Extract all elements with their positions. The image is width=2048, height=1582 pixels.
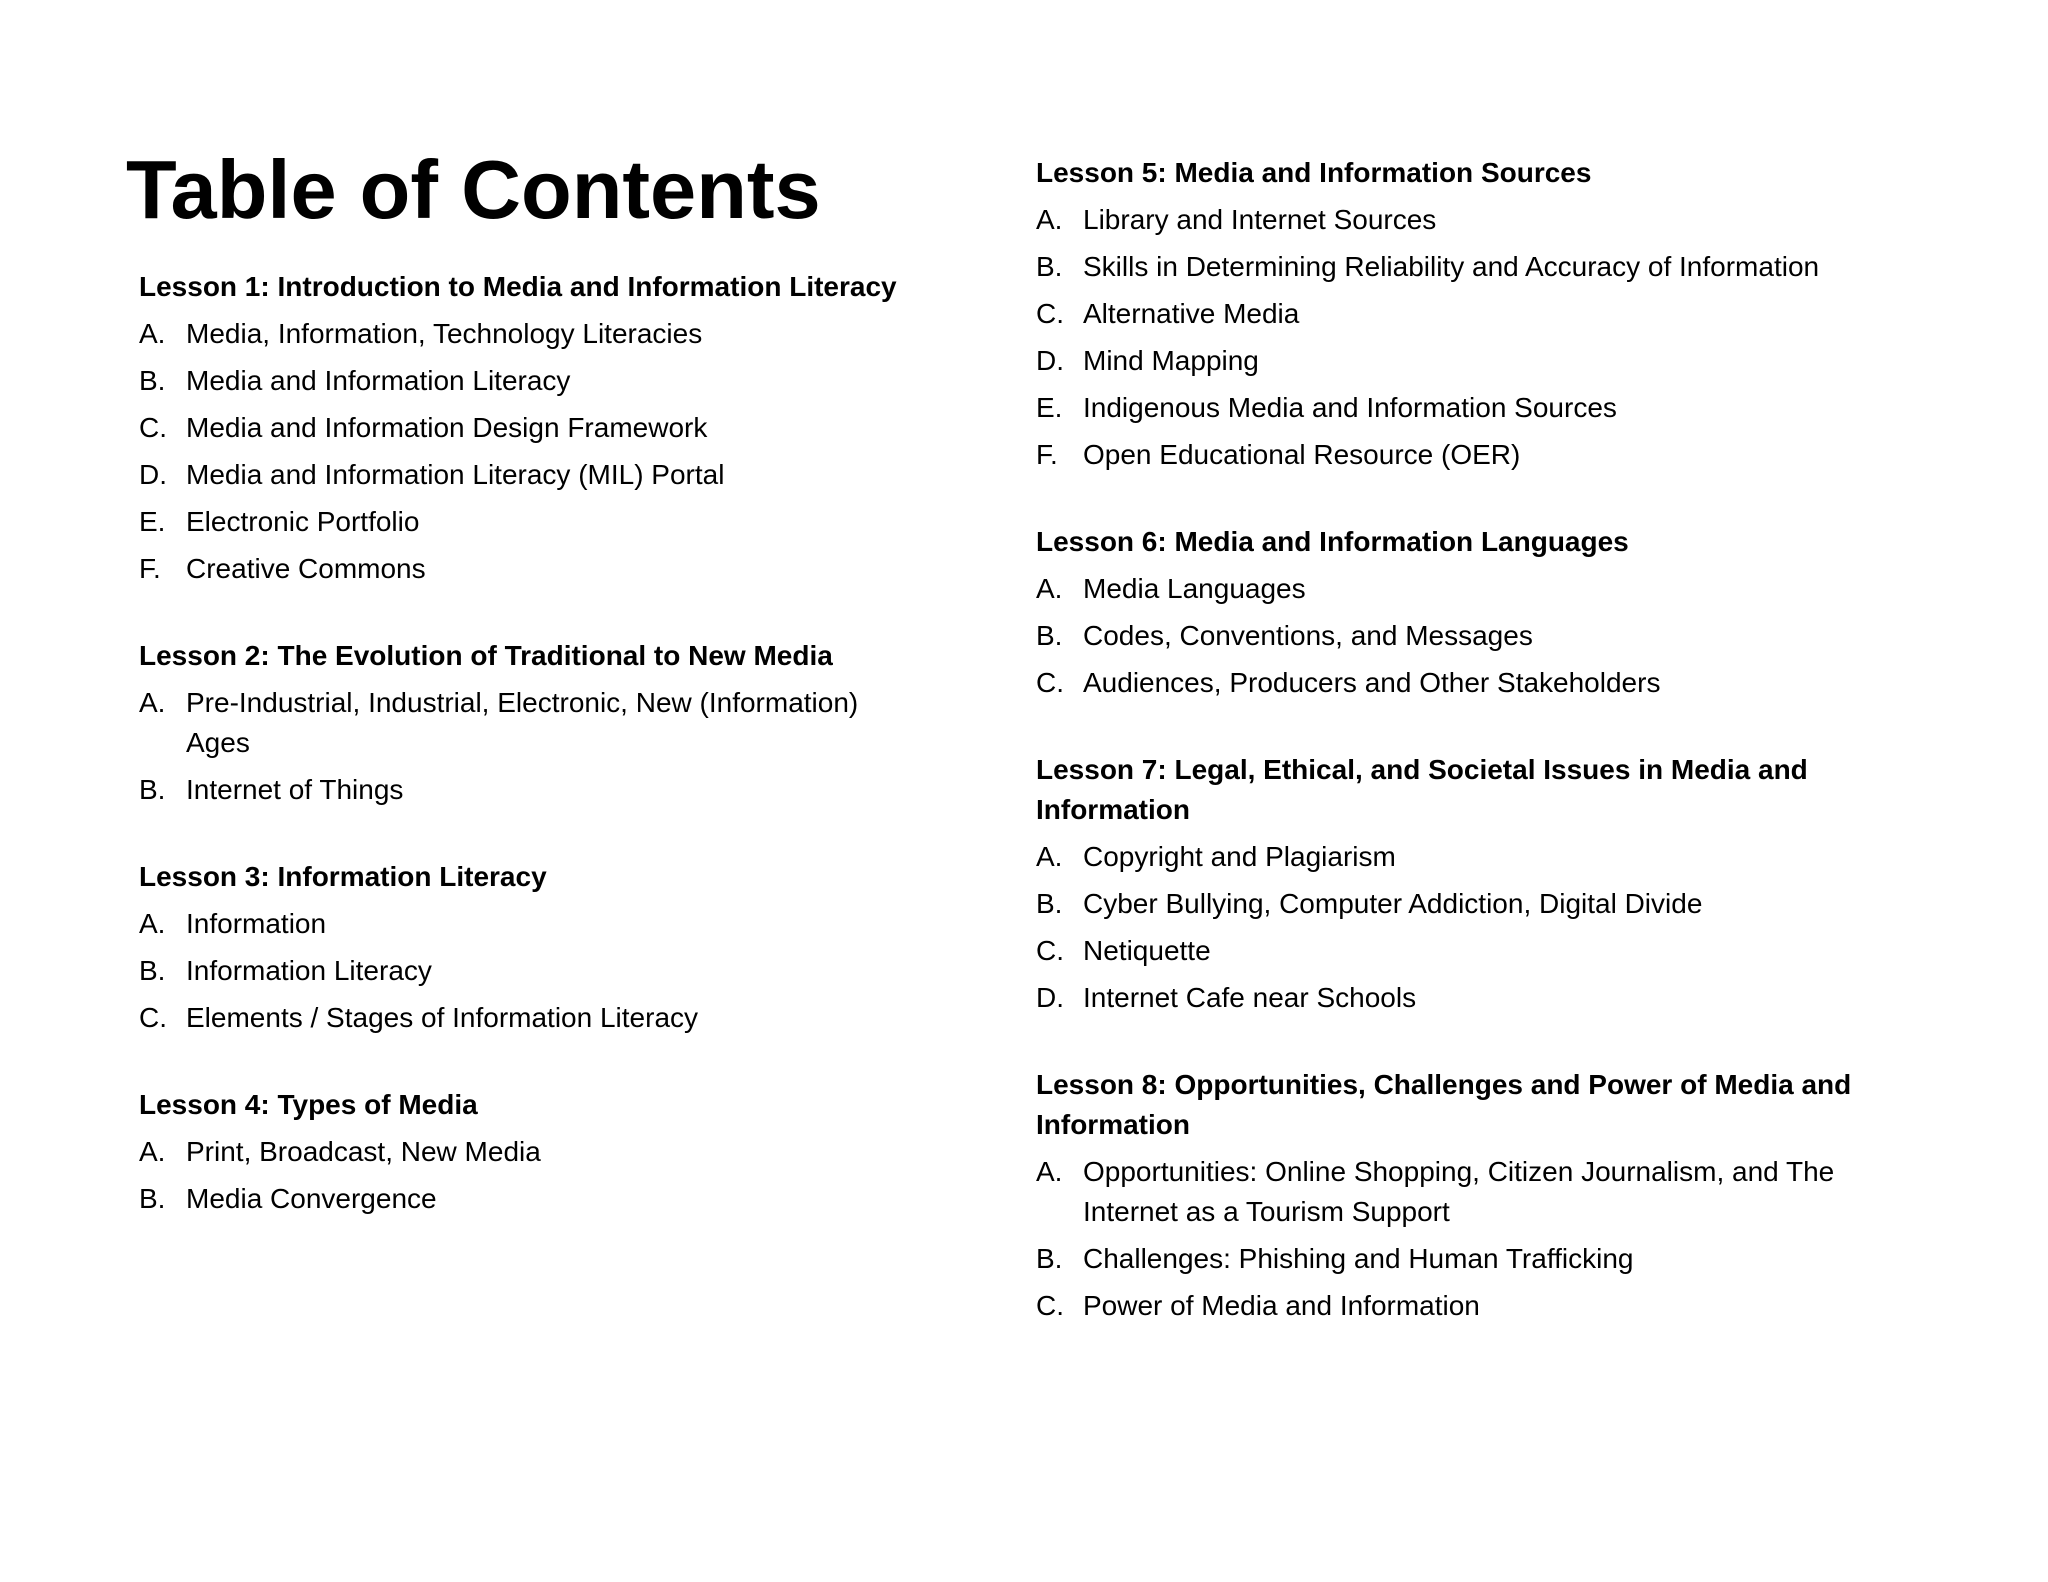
- item-text: Copyright and Plagiarism: [1083, 841, 1396, 872]
- lesson-item: [139, 904, 899, 944]
- lesson-item: [1036, 978, 1916, 1018]
- lesson-item: [1036, 247, 1916, 287]
- item-letter: A.: [1036, 841, 1063, 872]
- lesson-item: [139, 1179, 899, 1219]
- toc-left-column: [139, 267, 899, 1266]
- item-letter: C.: [1036, 667, 1064, 698]
- lesson-title: Lesson 8: Opportunities, Challenges and Power of Media and Information: [1036, 1069, 1852, 1140]
- lesson-2: [139, 636, 899, 810]
- item-text: Media Convergence: [186, 1183, 437, 1214]
- item-text: Media and Information Literacy: [186, 365, 571, 396]
- lesson-title: Lesson 6: Media and Information Languages: [1036, 526, 1629, 557]
- item-letter: C.: [1036, 935, 1064, 966]
- item-text: Elements / Stages of Information Literacy: [186, 1002, 699, 1033]
- item-letter: A.: [139, 687, 166, 718]
- item-text: Opportunities: Online Shopping, Citizen Journalism, and The Internet as a Tourism Support: [1083, 1156, 1835, 1227]
- item-text: Library and Internet Sources: [1083, 204, 1437, 235]
- item-text: Codes, Conventions, and Messages: [1083, 620, 1533, 651]
- item-text: Media Languages: [1083, 573, 1306, 604]
- lesson-6: [1036, 522, 1916, 703]
- lesson-item: [139, 770, 899, 810]
- lesson-3: [139, 857, 899, 1038]
- lesson-item: [139, 502, 899, 542]
- lesson-item: [1036, 200, 1916, 240]
- lesson-item: [1036, 663, 1916, 703]
- page-title: Table of Contents: [126, 143, 821, 236]
- lesson-item: [139, 549, 899, 589]
- item-text: Mind Mapping: [1083, 345, 1259, 376]
- item-letter: B.: [1036, 888, 1063, 919]
- lesson-item: [1036, 388, 1916, 428]
- item-text: Cyber Bullying, Computer Addiction, Digital Divide: [1083, 888, 1703, 919]
- lesson-8: [1036, 1065, 1916, 1326]
- lesson-item: [139, 1132, 899, 1172]
- lesson-item: [1036, 435, 1916, 475]
- item-letter: A.: [139, 318, 166, 349]
- item-letter: F.: [139, 553, 161, 584]
- item-letter: B.: [1036, 620, 1063, 651]
- item-letter: C.: [139, 412, 167, 443]
- item-letter: A.: [139, 908, 166, 939]
- lesson-title: Lesson 3: Information Literacy: [139, 861, 547, 892]
- item-text: Creative Commons: [186, 553, 426, 584]
- lesson-7: [1036, 750, 1916, 1018]
- lesson-items: [139, 683, 899, 810]
- item-letter: B.: [139, 955, 166, 986]
- lesson-item: [1036, 884, 1916, 924]
- lesson-5: [1036, 153, 1916, 475]
- item-letter: F.: [1036, 439, 1058, 470]
- lesson-item: [139, 455, 899, 495]
- toc-right-column: [1036, 153, 1916, 1373]
- item-letter: A.: [1036, 1156, 1063, 1187]
- item-text: Audiences, Producers and Other Stakeholders: [1083, 667, 1661, 698]
- lesson-1: [139, 267, 899, 589]
- item-text: Power of Media and Information: [1083, 1290, 1480, 1321]
- lesson-item: [1036, 569, 1916, 609]
- item-letter: B.: [1036, 251, 1063, 282]
- lesson-item: [139, 408, 899, 448]
- lesson-title: Lesson 4: Types of Media: [139, 1089, 478, 1120]
- item-text: Print, Broadcast, New Media: [186, 1136, 541, 1167]
- lesson-items: [1036, 1152, 1916, 1326]
- item-text: Netiquette: [1083, 935, 1211, 966]
- item-text: Media and Information Design Framework: [186, 412, 708, 443]
- lesson-item: [1036, 1286, 1916, 1326]
- item-text: Electronic Portfolio: [186, 506, 420, 537]
- item-letter: B.: [139, 1183, 166, 1214]
- lesson-item: [1036, 294, 1916, 334]
- item-text: Challenges: Phishing and Human Trafficking: [1083, 1243, 1634, 1274]
- lesson-items: [1036, 200, 1916, 475]
- lesson-items: [139, 314, 899, 589]
- item-letter: D.: [1036, 982, 1064, 1013]
- lesson-item: [139, 998, 899, 1038]
- lesson-item: [1036, 341, 1916, 381]
- item-letter: C.: [1036, 1290, 1064, 1321]
- item-letter: A.: [1036, 573, 1063, 604]
- item-text: Media and Information Literacy (MIL) Portal: [186, 459, 725, 490]
- item-letter: B.: [139, 365, 166, 396]
- item-text: Indigenous Media and Information Sources: [1083, 392, 1617, 423]
- lesson-item: [139, 683, 899, 763]
- lesson-title: Lesson 2: The Evolution of Traditional to New Media: [139, 640, 833, 671]
- item-letter: D.: [139, 459, 167, 490]
- item-text: Information Literacy: [186, 955, 432, 986]
- item-text: Pre-Industrial, Industrial, Electronic, New (Information) Ages: [186, 687, 859, 758]
- lesson-item: [139, 951, 899, 991]
- item-text: Alternative Media: [1083, 298, 1300, 329]
- lesson-items: [139, 904, 899, 1038]
- item-letter: C.: [139, 1002, 167, 1033]
- item-text: Open Educational Resource (OER): [1083, 439, 1521, 470]
- lesson-item: [1036, 837, 1916, 877]
- item-letter: D.: [1036, 345, 1064, 376]
- lesson-item: [139, 314, 899, 354]
- item-letter: A.: [139, 1136, 166, 1167]
- item-letter: C.: [1036, 298, 1064, 329]
- item-text: Skills in Determining Reliability and Accuracy of Information: [1083, 251, 1820, 282]
- lesson-items: [1036, 837, 1916, 1018]
- lesson-item: [1036, 1152, 1916, 1232]
- lesson-items: [1036, 569, 1916, 703]
- item-text: Information: [186, 908, 327, 939]
- item-text: Internet Cafe near Schools: [1083, 982, 1417, 1013]
- item-text: Media, Information, Technology Literacies: [186, 318, 703, 349]
- item-text: Internet of Things: [186, 774, 404, 805]
- lesson-title: Lesson 7: Legal, Ethical, and Societal Issues in Media and Information: [1036, 754, 1808, 825]
- lesson-items: [139, 1132, 899, 1219]
- lesson-item: [139, 361, 899, 401]
- item-letter: A.: [1036, 204, 1063, 235]
- lesson-title: Lesson 1: Introduction to Media and Information Literacy: [139, 271, 897, 302]
- lesson-item: [1036, 616, 1916, 656]
- item-letter: E.: [139, 506, 166, 537]
- lesson-4: [139, 1085, 899, 1219]
- item-letter: B.: [139, 774, 166, 805]
- lesson-item: [1036, 1239, 1916, 1279]
- lesson-item: [1036, 931, 1916, 971]
- lesson-title: Lesson 5: Media and Information Sources: [1036, 157, 1592, 188]
- item-letter: B.: [1036, 1243, 1063, 1274]
- item-letter: E.: [1036, 392, 1063, 423]
